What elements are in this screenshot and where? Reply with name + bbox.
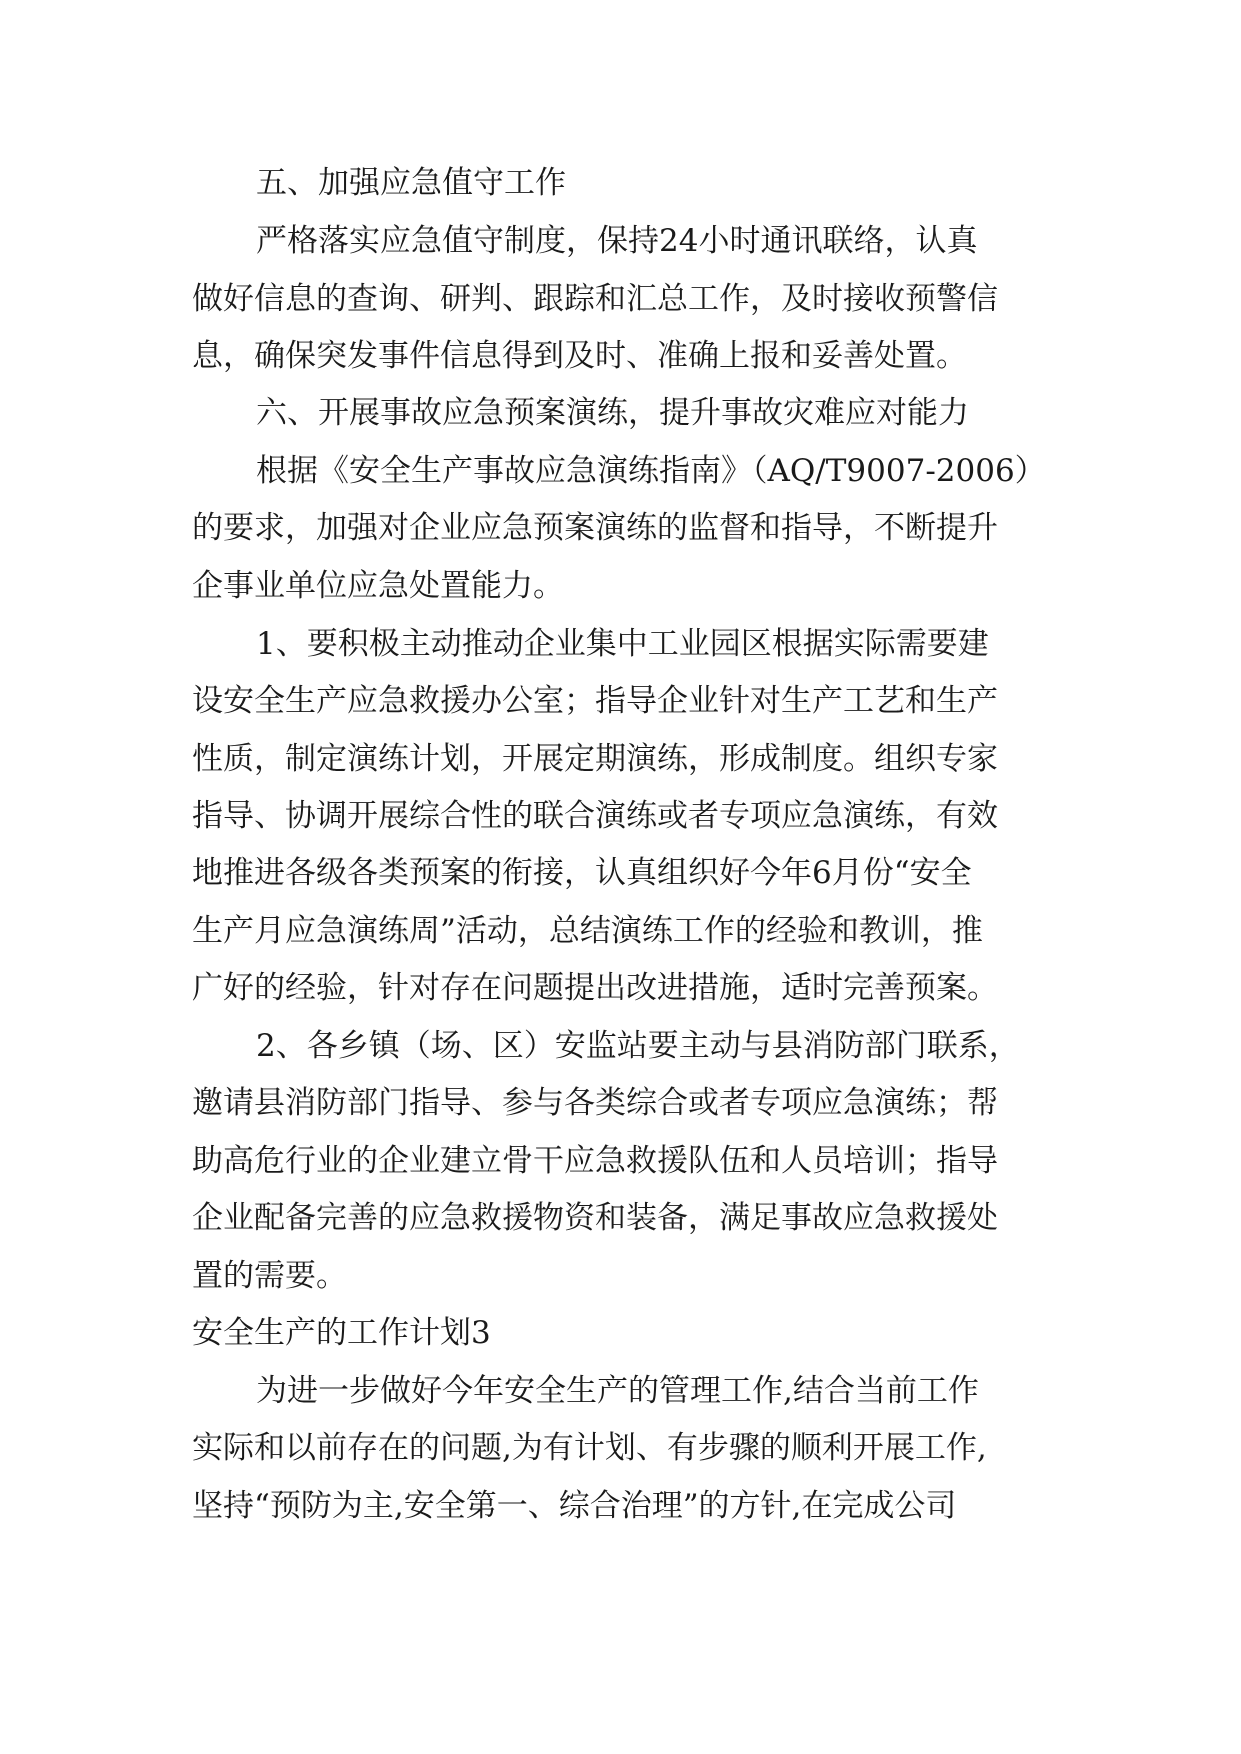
section-heading-6: 六、开展事故应急预案演练，提升事故灾难应对能力 [256, 395, 969, 431]
paragraph-line: 广好的经验，针对存在问题提出改进措施，适时完善预案。 [192, 970, 998, 1006]
paragraph-line: 的要求，加强对企业应急预案演练的监督和指导，不断提升 [192, 510, 998, 546]
paragraph-line: 严格落实应急值守制度，保持24小时通讯联络，认真 [256, 223, 978, 259]
paragraph-line: 企事业单位应急处置能力。 [192, 568, 564, 604]
paragraph-line: 1、要积极主动推动企业集中工业园区根据实际需要建 [256, 626, 989, 662]
document-section-title: 安全生产的工作计划3 [192, 1315, 491, 1351]
paragraph-line: 企业配备完善的应急救援物资和装备，满足事故应急救援处 [192, 1200, 998, 1236]
paragraph-line: 指导、协调开展综合性的联合演练或者专项应急演练，有效 [192, 798, 998, 834]
paragraph-line: 性质，制定演练计划，开展定期演练，形成制度。组织专家 [192, 741, 998, 777]
paragraph-line: 助高危行业的企业建立骨干应急救援队伍和人员培训；指导 [192, 1143, 998, 1179]
paragraph-line: 根据《安全生产事故应急演练指南》（AQ/T9007-2006） [256, 453, 1046, 489]
paragraph-line: 实际和以前存在的问题,为有计划、有步骤的顺利开展工作, [192, 1430, 987, 1466]
paragraph-line: 置的需要。 [192, 1258, 347, 1294]
paragraph-line: 坚持“预防为主,安全第一、综合治理”的方针,在完成公司 [192, 1488, 957, 1524]
paragraph-line: 息，确保突发事件信息得到及时、准确上报和妥善处置。 [192, 338, 967, 374]
paragraph-line: 做好信息的查询、研判、跟踪和汇总工作，及时接收预警信 [192, 281, 998, 317]
section-heading-5: 五、加强应急值守工作 [256, 165, 566, 201]
paragraph-line: 生产月应急演练周”活动，总结演练工作的经验和教训，推 [192, 913, 983, 949]
paragraph-line: 邀请县消防部门指导、参与各类综合或者专项应急演练；帮 [192, 1085, 998, 1121]
paragraph-line: 设安全生产应急救援办公室；指导企业针对生产工艺和生产 [192, 683, 998, 719]
paragraph-line: 为进一步做好今年安全生产的管理工作,结合当前工作 [256, 1373, 979, 1409]
paragraph-line: 2、各乡镇（场、区）安监站要主动与县消防部门联系， [256, 1028, 1020, 1064]
paragraph-line: 地推进各级各类预案的衔接，认真组织好今年6月份“安全 [192, 855, 972, 891]
